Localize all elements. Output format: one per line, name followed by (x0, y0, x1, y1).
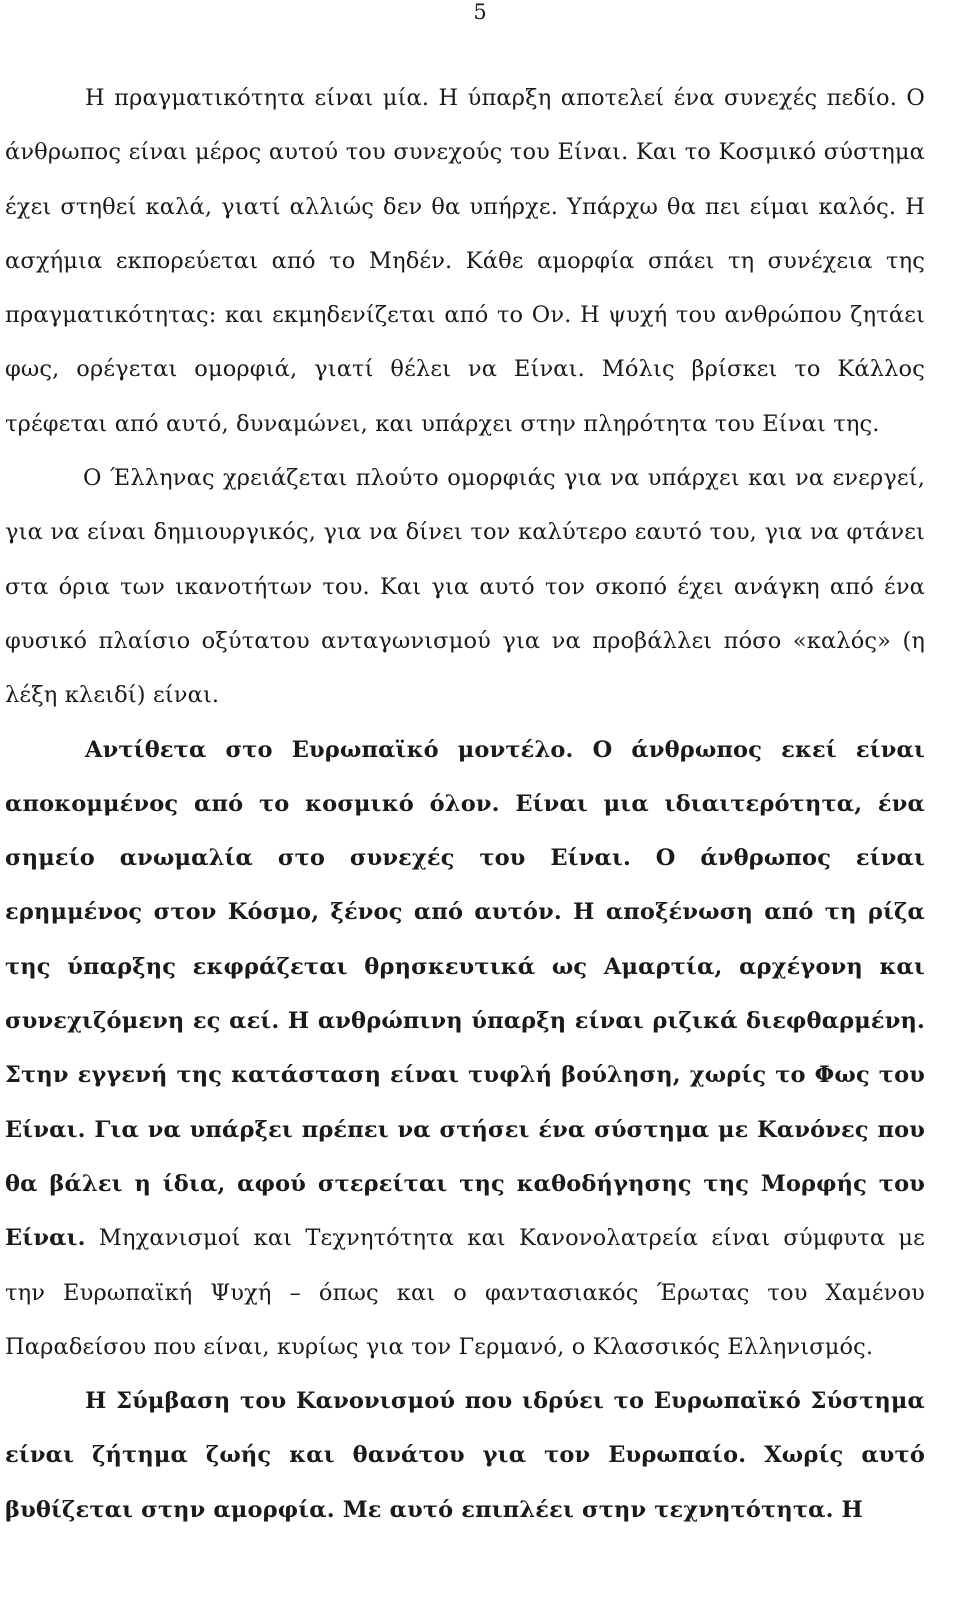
document-body (5, 71, 925, 1537)
paragraph-3-normal-text: Μηχανισμοί και Τεχνητότητα και Κανονολατρεία είναι σύμφυτα με την Ευρωπαϊκή Ψυχή – όπως και ο φαντασιακός Έρωτας του Χαμένου Παραδείσου που είναι, κυρίως για τον Γερμανό, ο Κλασσικός Ελληνισμός. (5, 1225, 925, 1360)
paragraph-2: Ο Έλληνας χρειάζεται πλούτο ομορφιάς για να υπάρχει και να ενεργεί, για να είναι δημιουργικός, για να δίνει τον καλύτερο εαυτό του, για να φτάνει στα όρια των ικανοτήτων του. Και για αυτό τον σκοπό έχει ανάγκη από ένα φυσικό πλαίσιο οξύτατου ανταγωνισμού για να προβάλλει πόσο «καλός» (η λέξη κλειδί) είναι. (5, 465, 925, 709)
paragraph-4 (5, 1374, 925, 1537)
paragraph-3 (5, 723, 925, 1375)
page-number: 5 (473, 0, 487, 24)
paragraph-4-bold-text: Η Σύμβαση του Κανονισμού που ιδρύει το Ευρωπαϊκό Σύστημα είναι ζήτημα ζωής και θανάτου για τον Ευρωπαίο. Χωρίς αυτό βυθίζεται στην αμορφία. Με αυτό επιπλέει στην τεχνητότητα. Η (5, 1388, 925, 1523)
paragraph-3-bold-text: Αντίθετα στο Ευρωπαϊκό μοντέλο. Ο άνθρωπος εκεί είναι αποκομμένος από το κοσμικό όλον. Είναι μια ιδιαιτερότητα, ένα σημείο ανωμαλία στο συνεχές του Είναι. Ο άνθρωπος είναι ερημμένος στον Κόσμο, ξένος από αυτόν. Η αποξένωση από τη ρίζα της ύπαρξης εκφράζεται θρησκευτικά ως Αμαρτία, αρχέγονη και συνεχιζόμενη ες αεί. Η ανθρώπινη ύπαρξη είναι ριζικά διεφθαρμένη. Στην εγγενή της κατάσταση είναι τυφλή βούληση, χωρίς το Φως του Είναι. Για να υπάρξει πρέπει να στήσει ένα σύστημα με Κανόνες που θα βάλει η ίδια, αφού στερείται της καθοδήγησης της Μορφής του Είναι. (5, 736, 925, 1252)
paragraph-1: Η πραγματικότητα είναι μία. Η ύπαρξη αποτελεί ένα συνεχές πεδίο. Ο άνθρωπος είναι μέρος αυτού του συνεχούς του Είναι. Και το Κοσμικό σύστημα έχει στηθεί καλά, γιατί αλλιώς δεν θα υπήρχε. Υπάρχω θα πει είμαι καλός. Η ασχήμια εκπορεύεται από το Μηδέν. Κάθε αμορφία σπάει τη συνέχεια της πραγματικότητας: και εκμηδενίζεται από το Ον. Η ψυχή του ανθρώπου ζητάει φως, ορέγεται ομορφιά, γιατί θέλει να Είναι. Μόλις βρίσκει το Κάλλος τρέφεται από αυτό, δυναμώνει, και υπάρχει στην πληρότητα του Είναι της. (5, 85, 925, 437)
